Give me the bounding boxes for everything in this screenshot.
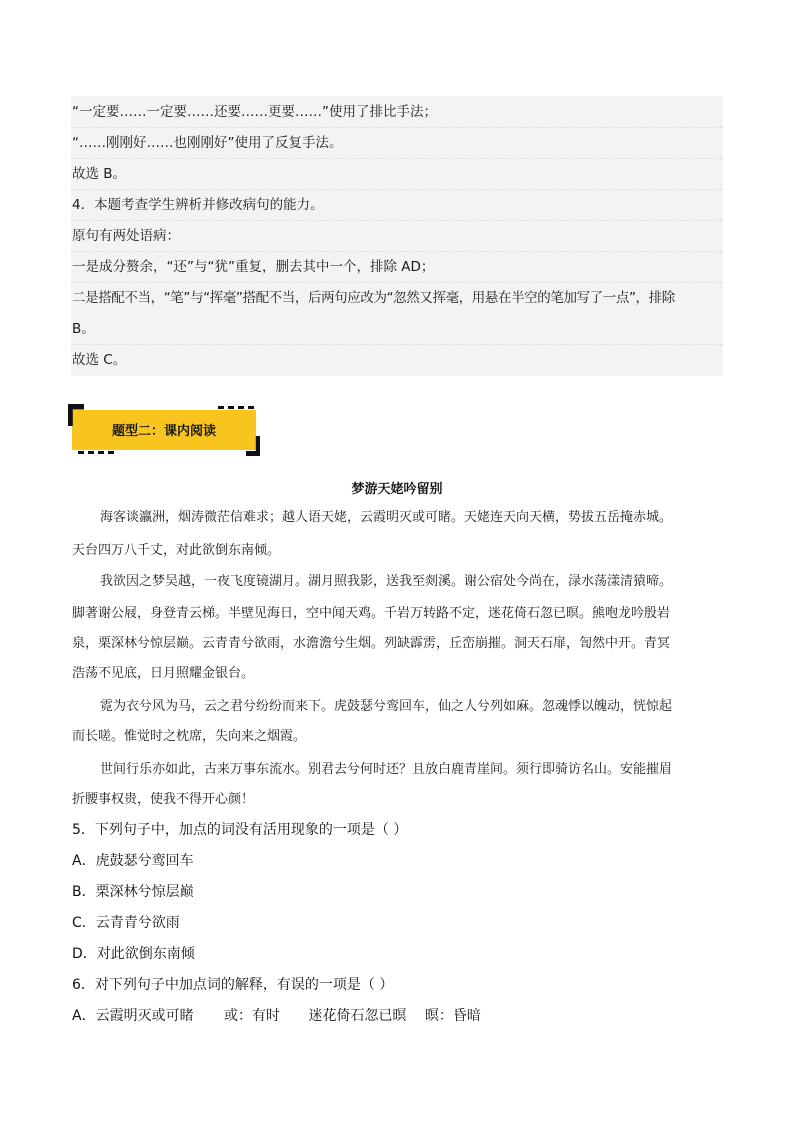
poem-line: 脚著谢公屐，身登青云梯。半壁见海日，空中闻天鸡。千岩万转路不定，迷花倚石忽已暝。熊咆龙吟殷岩 [72, 606, 671, 621]
answer-line: “一定要……一定要……还要……更要……”使用了排比手法； [72, 104, 437, 120]
option-sentence: A．云霞明灭或可睹 [72, 1008, 194, 1024]
answer-line: 一是成分赘余，“还”与“犹”重复，删去其中一个，排除 AD； [72, 259, 435, 275]
poem-line: 天台四万八千丈，对此欲倒东南倾。 [72, 543, 281, 558]
question-6-option-a[interactable] [72, 1006, 481, 1026]
divider [71, 251, 723, 252]
answer-line: 原句有两处语病： [72, 228, 180, 244]
answer-line: 4．本题考查学生辨析并修改病句的能力。 [72, 197, 324, 213]
poem-line: 霓为衣兮风为马，云之君兮纷纷而来下。虎鼓瑟兮鸾回车，仙之人兮列如麻。忽魂悸以魄动，恍惊起 [100, 699, 673, 714]
poem-line: 泉，栗深林兮惊层巅。云青青兮欲雨，水澹澹兮生烟。列缺霹雳，丘峦崩摧。洞天石扉，訇然中开。青冥 [72, 636, 671, 651]
option-gloss: 或：有时 [224, 1008, 281, 1024]
question-5-option-c[interactable]: C．云青青兮欲雨 [72, 915, 180, 931]
answer-line: 故选 B。 [72, 166, 127, 182]
question-5-option-d[interactable]: D．对此欲倒东南倾 [72, 946, 195, 962]
question-5-stem: 5．下列句子中，加点的词没有活用现象的一项是（ ） [72, 822, 408, 838]
section-header [68, 404, 260, 456]
option-sentence: 迷花倚石忽已暝 [308, 1008, 407, 1024]
divider [71, 282, 723, 283]
option-gloss: 暝：昏暗 [424, 1008, 481, 1024]
dash-decoration [78, 451, 118, 454]
divider [71, 220, 723, 221]
poem-line: 而长嗟。惟觉时之枕席，失向来之烟霞。 [72, 729, 307, 744]
question-5-option-b[interactable]: B．栗深林兮惊层巅 [72, 884, 194, 900]
divider [71, 344, 723, 345]
answer-line: “……刚刚好……也刚刚好”使用了反复手法。 [72, 135, 343, 151]
question-6-stem: 6．对下列句子中加点词的解释，有误的一项是（ ） [72, 977, 394, 993]
poem-line: 世间行乐亦如此，古来万事东流水。别君去兮何时还？且放白鹿青崖间。须行即骑访名山。安能摧眉 [100, 762, 673, 777]
poem-line: 浩荡不见底，日月照耀金银台。 [72, 666, 255, 681]
divider [71, 158, 723, 159]
dash-decoration [218, 406, 258, 409]
poem-line: 我欲因之梦吴越，一夜飞度镜湖月。湖月照我影，送我至剡溪。谢公宿处今尚在，渌水荡漾清猿啼。 [100, 574, 673, 589]
divider [71, 189, 723, 190]
answer-line: 二是搭配不当，“笔”与“挥毫”搭配不当，后两句应改为“忽然又挥毫，用悬在半空的笔加写了一点”，排除 [72, 290, 675, 306]
section-title: 题型二：课内阅读 [111, 424, 216, 439]
question-5-option-a[interactable]: A．虎鼓瑟兮鸾回车 [72, 853, 194, 869]
answer-line: 故选 C。 [72, 352, 127, 368]
divider [71, 127, 723, 128]
poem-line: 海客谈瀛洲，烟涛微茫信难求；越人语天姥，云霞明灭或可睹。天姥连天向天横，势拔五岳掩赤城。 [100, 510, 673, 525]
poem-title: 梦游天姥吟留别 [351, 482, 443, 497]
answer-line: B。 [72, 321, 95, 337]
poem-line: 折腰事权贵，使我不得开心颜！ [72, 792, 255, 807]
